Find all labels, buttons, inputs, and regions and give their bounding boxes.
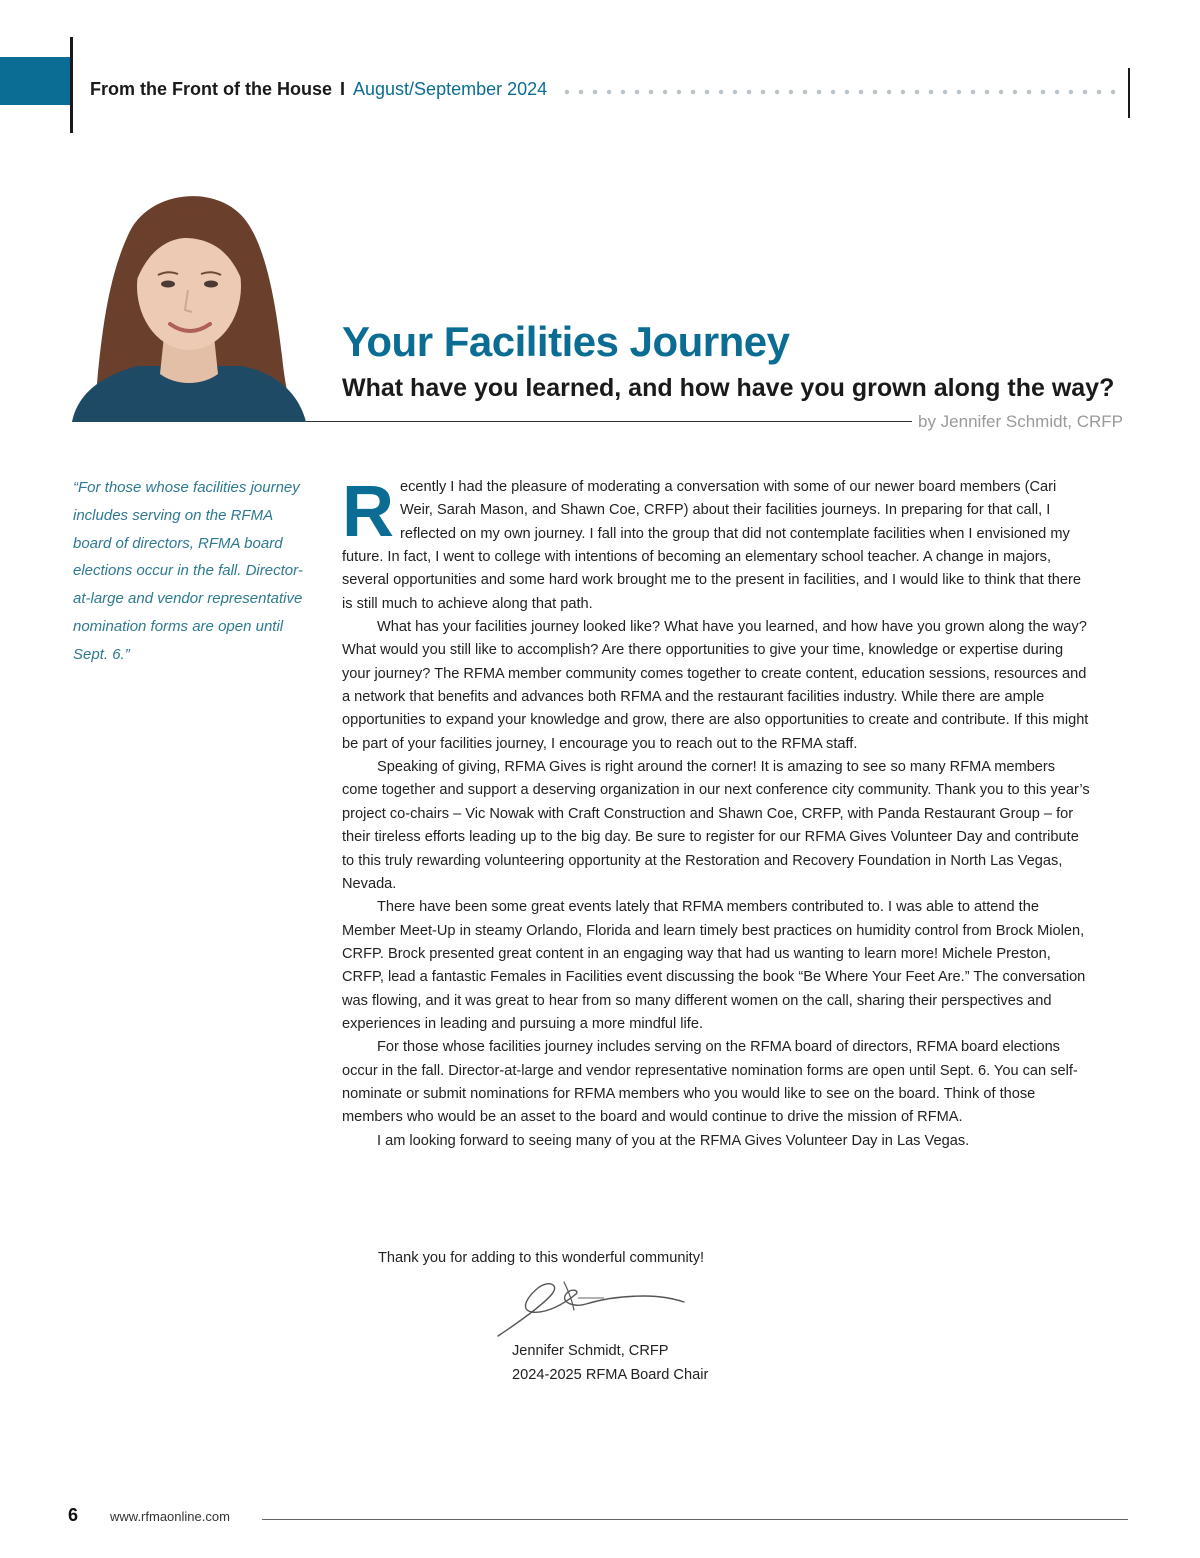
closing-line: Thank you for adding to this wonderful community! xyxy=(378,1250,705,1266)
header-issue-date: August/September 2024 xyxy=(353,79,548,99)
signoff-title: 2024-2025 RFMA Board Chair xyxy=(512,1367,709,1383)
drop-cap: R xyxy=(342,472,394,552)
running-header xyxy=(90,76,547,102)
body-paragraph: What has your facilities journey looked like? What have you learned, and how have you grown along the way? What would you still like to accomplish? Are there opportunities to give your time, knowledge or expertise during your journey? The RFMA member community comes together to create content, education sessions, resources and a network that benefits and advances both RFMA and the restaurant facilities industry. While there are ample opportunities to expand your knowledge and grow, there are also opportunities to create and contribute. If this might be part of your facilities journey, I encourage you to reach out to the RFMA staff. xyxy=(342,619,1089,752)
footer-website: www.rfmaonline.com xyxy=(110,1509,230,1524)
body-paragraph: I am looking forward to seeing many of you at the RFMA Gives Volunteer Day in Las Vegas. xyxy=(377,1132,970,1149)
body-paragraph-text: ecently I had the pleasure of moderating a conversation with some of our newer board members (Cari Weir, Sarah Mason, and Shawn Coe, CRFP) about their facilities journeys. In preparing for that call, I reflected on my own journey. I fall into the group that did not contemplate facilities when I envisioned my future. In fact, I went to college with intentions of becoming an elementary school teacher. A change in majors, several opportunities and some hard work brought me to the present in facilities, and I would like to think that there is still much to achieve along that path. xyxy=(342,479,1082,612)
article-body xyxy=(342,472,1092,1153)
page-number: 6 xyxy=(68,1505,79,1525)
signoff-name: Jennifer Schmidt, CRFP xyxy=(512,1343,669,1359)
body-paragraph xyxy=(342,472,1092,616)
header-right-rule xyxy=(1128,68,1130,118)
author-portrait xyxy=(72,186,306,422)
section-tab-accent xyxy=(0,57,72,105)
article-subtitle: What have you learned, and how have you grown along the way? xyxy=(342,374,1115,402)
header-left-rule xyxy=(70,37,73,133)
title-underline-rule xyxy=(306,421,912,422)
handwritten-signature xyxy=(494,1276,690,1338)
footer-rule xyxy=(262,1519,1128,1520)
header-separator: I xyxy=(340,79,346,99)
header-dotted-leader xyxy=(560,88,1120,96)
body-paragraph: Speaking of giving, RFMA Gives is right around the corner! It is amazing to see so many RFMA members come together and support a deserving organization in our next conference city community. Thank you to this year’s project co-chairs – Vic Nowak with Craft Construction and Shawn Coe, CRFP, with Panda Restaurant Group – for their tireless efforts leading up to the big day. Be sure to register for our RFMA Gives Volunteer Day and contribute to this truly rewarding volunteering opportunity at the Restoration and Recovery Foundation in North Las Vegas, Nevada. xyxy=(342,759,1090,892)
header-section-name: From the Front of the House xyxy=(90,79,332,99)
body-paragraph: For those whose facilities journey includes serving on the RFMA board of directors, RFMA board elections occur in the fall. Director-at-large and vendor representative nomination forms are open until Sept. 6. You can self-nominate or submit nominations for RFMA members who you would like to see on the board. Think of those members who would be an asset to the board and would continue to drive the mission of RFMA. xyxy=(342,1039,1078,1126)
pull-quote: “For those whose facilities journey includes serving on the RFMA board of directors, RFMA board elections occur in the fall. Director-at-large and vendor representative nomination forms are open until Sept. 6.” xyxy=(73,479,303,663)
article-title: Your Facilities Journey xyxy=(342,318,790,365)
article-byline: by Jennifer Schmidt, CRFP xyxy=(918,412,1124,431)
body-paragraph: There have been some great events lately that RFMA members contributed to. I was able to attend the Member Meet-Up in steamy Orlando, Florida and learn timely best practices on humidity control from Brock Miolen, CRFP. Brock presented great content in an engaging way that had us wanting to learn more! Michele Preston, CRFP, lead a fantastic Females in Facilities event discussing the book “Be Where Your Feet Are.” The conversation was flowing, and it was great to hear from so many different women on the call, sharing their perspectives and experiences in leading and pursuing a more mindful life. xyxy=(342,899,1086,1032)
